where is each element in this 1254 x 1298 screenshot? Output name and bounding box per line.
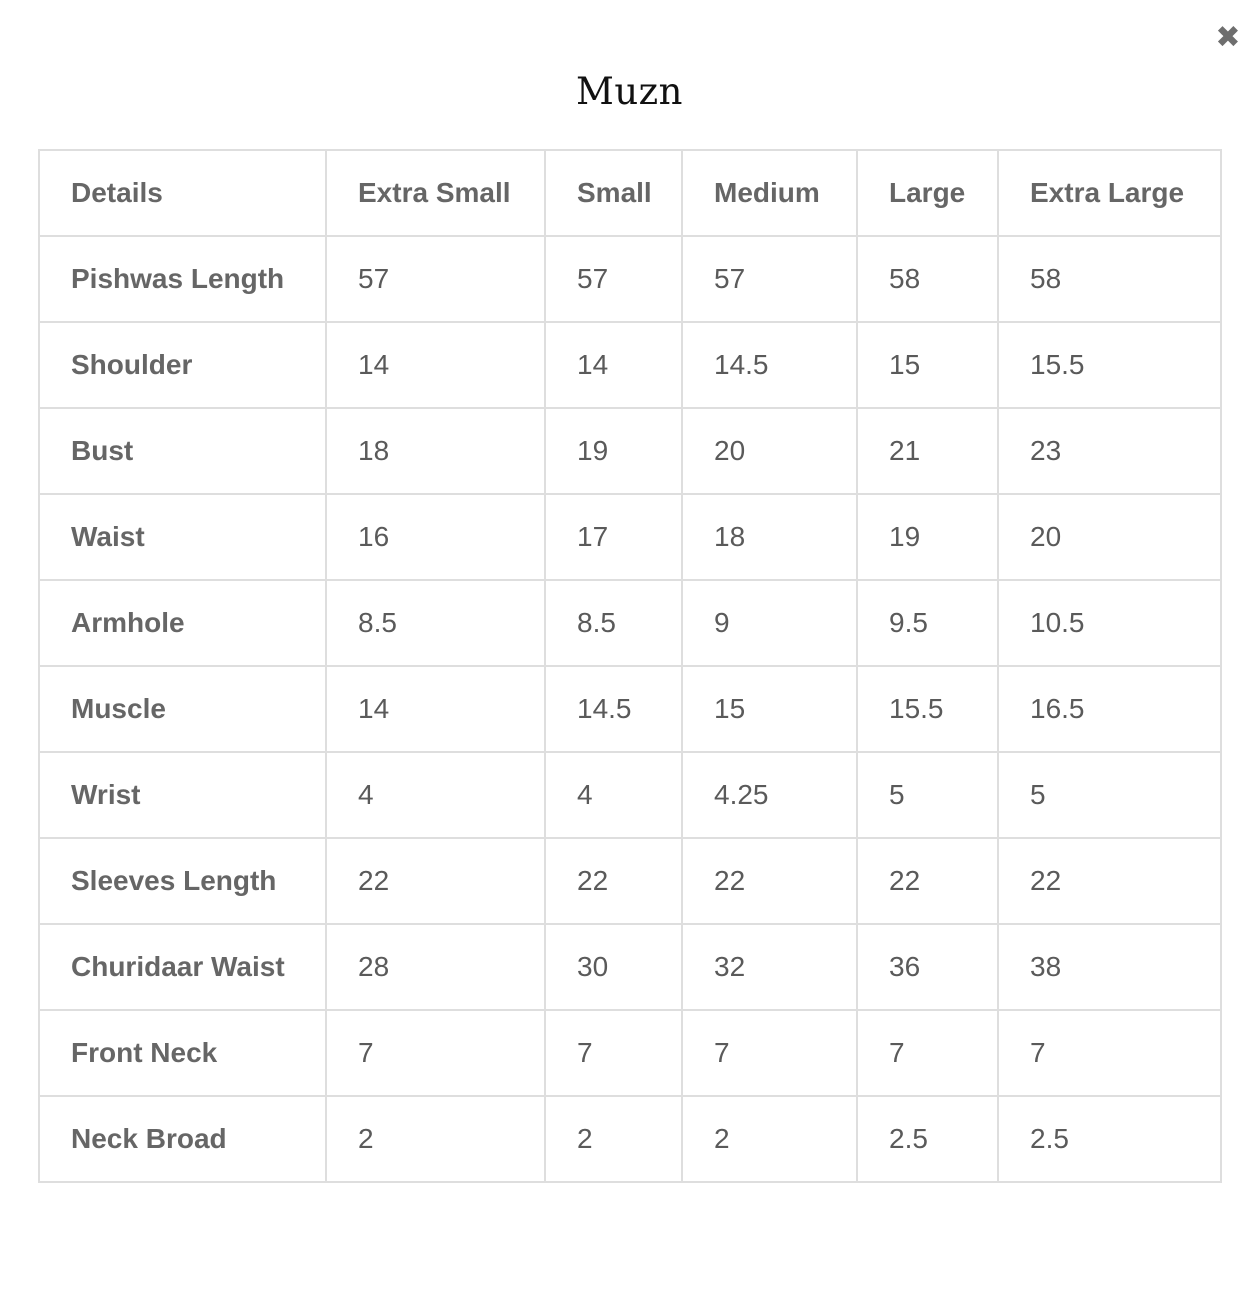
table-cell: 15.5: [998, 322, 1221, 408]
table-cell: 21: [857, 408, 998, 494]
table-cell: 14: [545, 322, 682, 408]
table-cell: 15: [682, 666, 857, 752]
table-cell: 2.5: [857, 1096, 998, 1182]
row-label: Churidaar Waist: [39, 924, 326, 1010]
table-cell: 8.5: [326, 580, 545, 666]
table-cell: 8.5: [545, 580, 682, 666]
row-label: Sleeves Length: [39, 838, 326, 924]
row-label: Pishwas Length: [39, 236, 326, 322]
row-label: Muscle: [39, 666, 326, 752]
column-header: Small: [545, 150, 682, 236]
table-cell: 10.5: [998, 580, 1221, 666]
table-row: [39, 236, 1221, 322]
table-cell: 4.25: [682, 752, 857, 838]
table-cell: 7: [857, 1010, 998, 1096]
table-cell: 22: [998, 838, 1221, 924]
table-cell: 17: [545, 494, 682, 580]
table-cell: 38: [998, 924, 1221, 1010]
table-row: [39, 322, 1221, 408]
row-label: Armhole: [39, 580, 326, 666]
table-row: [39, 580, 1221, 666]
table-cell: 30: [545, 924, 682, 1010]
row-label: Bust: [39, 408, 326, 494]
column-header: Large: [857, 150, 998, 236]
table-cell: 14.5: [682, 322, 857, 408]
table-cell: 18: [326, 408, 545, 494]
table-cell: 16: [326, 494, 545, 580]
table-cell: 5: [998, 752, 1221, 838]
table-cell: 57: [326, 236, 545, 322]
table-cell: 20: [682, 408, 857, 494]
table-cell: 2.5: [998, 1096, 1221, 1182]
table-cell: 7: [682, 1010, 857, 1096]
column-header: Medium: [682, 150, 857, 236]
table-row: [39, 1096, 1221, 1182]
table-row: [39, 752, 1221, 838]
column-header: Details: [39, 150, 326, 236]
table-cell: 32: [682, 924, 857, 1010]
table-cell: 57: [545, 236, 682, 322]
table-row: [39, 494, 1221, 580]
table-cell: 23: [998, 408, 1221, 494]
table-cell: 58: [998, 236, 1221, 322]
table-row: [39, 924, 1221, 1010]
table-cell: 22: [545, 838, 682, 924]
table-body: [39, 236, 1221, 1182]
table-cell: 22: [682, 838, 857, 924]
table-cell: 16.5: [998, 666, 1221, 752]
table-cell: 7: [545, 1010, 682, 1096]
table-cell: 20: [998, 494, 1221, 580]
table-cell: 9.5: [857, 580, 998, 666]
column-header: Extra Large: [998, 150, 1221, 236]
table-cell: 18: [682, 494, 857, 580]
table-cell: 19: [545, 408, 682, 494]
table-row: [39, 838, 1221, 924]
row-label: Waist: [39, 494, 326, 580]
row-label: Neck Broad: [39, 1096, 326, 1182]
table-cell: 2: [545, 1096, 682, 1182]
table-cell: 9: [682, 580, 857, 666]
table-cell: 15: [857, 322, 998, 408]
table-cell: 14.5: [545, 666, 682, 752]
close-icon[interactable]: ✖: [1215, 20, 1241, 55]
table-cell: 5: [857, 752, 998, 838]
table-row: [39, 408, 1221, 494]
table-cell: 7: [326, 1010, 545, 1096]
table-cell: 2: [326, 1096, 545, 1182]
table-cell: 15.5: [857, 666, 998, 752]
row-label: Wrist: [39, 752, 326, 838]
table-cell: 7: [998, 1010, 1221, 1096]
table-cell: 14: [326, 322, 545, 408]
table-cell: 4: [326, 752, 545, 838]
row-label: Front Neck: [39, 1010, 326, 1096]
table-cell: 14: [326, 666, 545, 752]
column-header: Extra Small: [326, 150, 545, 236]
table-cell: 57: [682, 236, 857, 322]
table-cell: 22: [326, 838, 545, 924]
table-row: [39, 666, 1221, 752]
table-cell: 36: [857, 924, 998, 1010]
row-label: Shoulder: [39, 322, 326, 408]
table-cell: 22: [857, 838, 998, 924]
table-header-row: [39, 150, 1221, 236]
close-button[interactable]: [1212, 20, 1244, 56]
table-row: [39, 1010, 1221, 1096]
table-cell: 19: [857, 494, 998, 580]
dialog-title: Muzn: [575, 70, 684, 113]
table-cell: 58: [857, 236, 998, 322]
size-chart-table: [38, 149, 1222, 1183]
table-cell: 4: [545, 752, 682, 838]
table-cell: 2: [682, 1096, 857, 1182]
table-cell: 28: [326, 924, 545, 1010]
